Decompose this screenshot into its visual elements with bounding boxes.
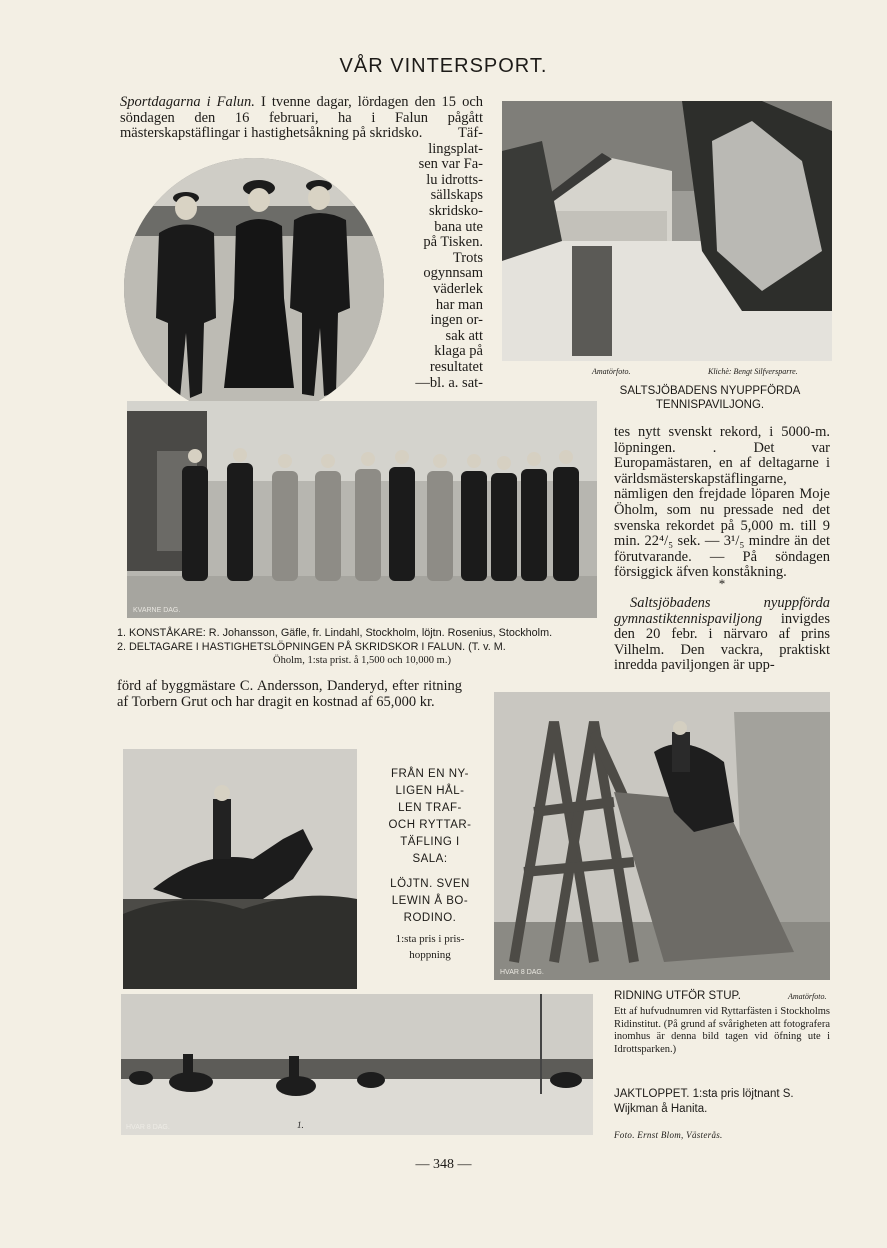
narrow-line: ingen or- xyxy=(430,312,483,329)
skaters-caption-2: 2. DELTAGARE I HASTIGHETSLÖPNINGEN PÅ SKRIDSKOR I FALUN. (T. v. M. xyxy=(117,641,506,653)
narrow-line: på Tisken. xyxy=(423,234,483,251)
hunt-caption: JAKTLOPPET. 1:sta pris löjtnant S. Wijkman å Hanita. xyxy=(614,1088,794,1115)
narrow-line: bana ute xyxy=(434,218,483,235)
stup-caption-text: Ett af hufvudnumren vid Ryttarfästen i Stockholms Ridinstitut. (På grund af svårigheten att fotografera inomhus är denna bild tagen vid öfning ute i Idrottsparken.) xyxy=(614,1006,830,1055)
sala-jump-image xyxy=(123,749,357,989)
stup-watermark: HVAR 8 DAG. xyxy=(500,969,544,976)
figure-skaters-photo xyxy=(124,158,384,418)
skaters-captions xyxy=(117,626,607,668)
narrow-line: skridsko- xyxy=(429,202,483,219)
sala-caption-line: TÄFLING I xyxy=(400,836,460,848)
narrow-line: sällskaps xyxy=(430,187,483,204)
sala-caption xyxy=(380,766,480,963)
sala-prize-line: 1:sta pris i pris- xyxy=(395,933,465,945)
tennis-caption-line1: SALTSJÖBADENS NYUPPFÖRDA xyxy=(619,385,801,397)
sala-rider-line: LEWIN Å BO- xyxy=(391,895,469,907)
narrow-line: klaga på xyxy=(434,343,483,360)
sala-caption-line: OCH RYTTAR- xyxy=(388,819,472,831)
sala-caption-line: LIGEN HÅL- xyxy=(395,785,465,797)
skaters-watermark: KVARNE DAG. xyxy=(133,607,181,614)
skaters-caption-1: 1. KONSTÅKARE: R. Johansson, Gäfle, fr. Lindahl, Stockholm, löjtn. Rosenius, Stockholm. xyxy=(117,627,553,639)
stup-caption-title: RIDNING UTFÖR STUP. xyxy=(614,990,741,1002)
stup-caption-credit: Amatörfoto. xyxy=(788,992,827,1001)
narrow-line: —bl. a. sat- xyxy=(415,374,483,391)
sala-caption-line: SALA: xyxy=(412,853,448,865)
intro-narrow-text xyxy=(384,126,483,391)
sala-caption-line: FRÅN EN NY- xyxy=(391,768,469,780)
narrow-line: Täf- xyxy=(458,125,483,141)
tennis-paragraph-text: invigdes den 20 febr. i närvaro af prins Vilhelm. Den vackra, praktiskt inredda paviljongen är upp- xyxy=(614,610,830,674)
tennis-paragraph-lead: Saltsjöbadens nyuppförda gymnastiktennispaviljong xyxy=(614,595,830,627)
speed-skaters-image xyxy=(127,401,597,618)
narrow-line: lu idrotts- xyxy=(426,171,483,188)
tennis-caption-line2: TENNISPAVILJONG. xyxy=(655,399,765,411)
tennis-photo-credit-left: Amatörfoto. xyxy=(592,367,631,376)
left-continuation-text: förd af byggmästare C. Andersson, Danderyd, efter ritning af Torbern Grut och har dragit en kostnad af 65,000 kr. xyxy=(117,678,462,710)
figure-skaters-image xyxy=(124,158,384,418)
narrow-line: Trots xyxy=(452,249,483,266)
tennis-pavilion-photo xyxy=(502,101,832,361)
photo-credit: Foto. Ernst Blom, Västerås. xyxy=(614,1130,723,1140)
stup-photo xyxy=(494,692,830,980)
narrow-line: lingsplat- xyxy=(428,140,483,157)
narrow-line: väderlek xyxy=(433,280,483,297)
narrow-line: sen var Fa- xyxy=(418,156,483,173)
hunt-photo-marker: 1. xyxy=(297,1120,304,1130)
narrow-line: ogynnsam xyxy=(423,265,483,282)
page-number: — 348 — xyxy=(415,1157,472,1172)
intro-lead: Sportdagarna i Falun. xyxy=(120,94,255,110)
tennis-caption xyxy=(560,384,860,412)
skaters-caption-3: Öholm, 1:sta prist. å 1,500 och 10,000 m.) xyxy=(273,655,451,666)
hunt-watermark: HVAR 8 DAG. xyxy=(126,1124,170,1131)
speed-skaters-photo xyxy=(127,401,597,618)
tennis-pavilion-image xyxy=(502,101,832,361)
page-title: VÅR VINTERSPORT. xyxy=(339,55,548,77)
hunt-race-photo xyxy=(121,994,593,1135)
intro-text: I tvenne dagar, lördagen den 15 och söndagen den 16 februari, ha i Falun pågått mästerskapstäflingar i hastighetsåkning på skridsko. xyxy=(120,94,484,142)
hunt-race-image xyxy=(121,994,593,1135)
section-separator: * xyxy=(718,576,726,591)
narrow-line: har man xyxy=(435,296,483,313)
sala-rider-line: RODINO. xyxy=(403,912,457,924)
sala-caption-line: LEN TRAF- xyxy=(398,802,462,814)
sala-jump-photo xyxy=(123,749,357,989)
right-column-text: tes nytt svenskt rekord, i 5000-m. löpningen. . Det var Europamästaren, en af deltagarne i världsmästerskapstäflingarne, nämligen den frejdade löparen Moje Öholm, som nu pressade ned det svenska rekordet på 5,000 m. till 9 min. 22⁴/₅ sek. — 3¹/₅ mindre än det förutvarande. — På söndagen försiggick äfven konståkning. xyxy=(614,424,830,581)
sala-prize-line: hoppning xyxy=(409,949,451,961)
tennis-paragraph xyxy=(614,596,830,674)
tennis-photo-credit-right: Klichè: Bengt Silfversparre. xyxy=(708,367,798,376)
narrow-line: resultatet xyxy=(429,358,483,375)
narrow-line: sak att xyxy=(445,327,483,344)
sala-rider-line: LÖJTN. SVEN xyxy=(390,878,470,890)
stup-image xyxy=(494,692,830,980)
